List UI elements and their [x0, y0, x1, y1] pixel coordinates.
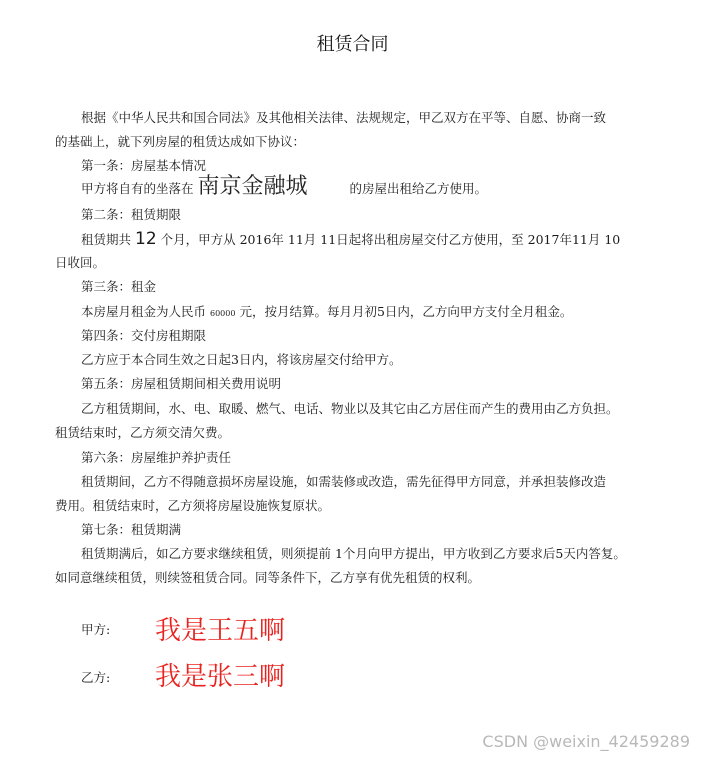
article-3-suffix: 元，按月结算。每月月初5日内，乙方向甲方支付全月租金。: [239, 304, 573, 319]
article-6-text-2: 费用。租赁结束时，乙方须将房屋设施恢复原状。: [55, 498, 331, 513]
article-2-text: [81, 230, 620, 249]
article-2-title: 第二条：租赁期限: [81, 207, 182, 222]
article-3-text: [81, 303, 572, 323]
article-1-text: [81, 174, 488, 199]
article-1-title: 第一条：房屋基本情况: [81, 158, 207, 173]
article-7-text-1: 租赁期满后，如乙方要求继续租赁，则须提前 1个月向甲方提出，甲方收到乙方要求后5天内答复。: [81, 546, 626, 561]
rent-amount-value: 60000: [210, 309, 236, 318]
party-a-label: 甲方:: [81, 622, 111, 637]
intro-line-1: 根据《中华人民共和国合同法》及其他相关法律、法规规定，甲乙双方在平等、自愿、协商一致: [81, 110, 607, 125]
article-5-text-1: 乙方租赁期间，水、电、取暖、燃气、电话、物业以及其它由乙方居住而产生的费用由乙方负担。: [81, 401, 619, 416]
article-6-title: 第六条：房屋维护养护责任: [81, 450, 232, 465]
article-6-text-1: 租赁期间，乙方不得随意损坏房屋设施，如需装修或改造，需先征得甲方同意，并承担装修改造: [81, 474, 607, 489]
watermark: CSDN @weixin_42459289: [482, 732, 690, 751]
article-7-text-2: 如同意继续租赁，则续签租赁合同。同等条件下，乙方享有优先租赁的权利。: [55, 570, 481, 585]
party-b-signature: 我是张三啊: [155, 662, 286, 692]
article-3-title: 第三条：租金: [81, 279, 157, 294]
intro-line-2: 的基础上，就下列房屋的租赁达成如下协议：: [55, 134, 306, 149]
article-4-title: 第四条：交付房租期限: [81, 328, 207, 343]
location-value: 南京金融城: [197, 174, 308, 199]
contract-title: 租赁合同: [316, 34, 389, 55]
article-3-prefix: 本房屋月租金为人民币: [81, 304, 207, 319]
party-a-signature: 我是王五啊: [155, 616, 286, 646]
article-1-suffix: 的房屋出租给乙方使用。: [349, 181, 488, 196]
article-7-title: 第七条：租赁期满: [81, 522, 182, 537]
article-2-line-2: 日收回。: [55, 255, 106, 270]
article-2-prefix: 租赁期共: [81, 232, 132, 247]
article-5-text-2: 租赁结束时，乙方须交清欠费。: [55, 425, 231, 440]
party-b-label: 乙方:: [81, 670, 111, 685]
lease-months-value: 12: [135, 229, 157, 249]
article-5-title: 第五条：房屋租赁期间相关费用说明: [81, 376, 282, 391]
article-2-suffix: 个月，甲方从 2016年 11月 11日起将出租房屋交付乙方使用，至 2017年11月 10: [160, 232, 621, 247]
article-1-prefix: 甲方将自有的坐落在: [81, 181, 194, 196]
article-4-text: 乙方应于本合同生效之日起3日内，将该房屋交付给甲方。: [81, 352, 402, 367]
